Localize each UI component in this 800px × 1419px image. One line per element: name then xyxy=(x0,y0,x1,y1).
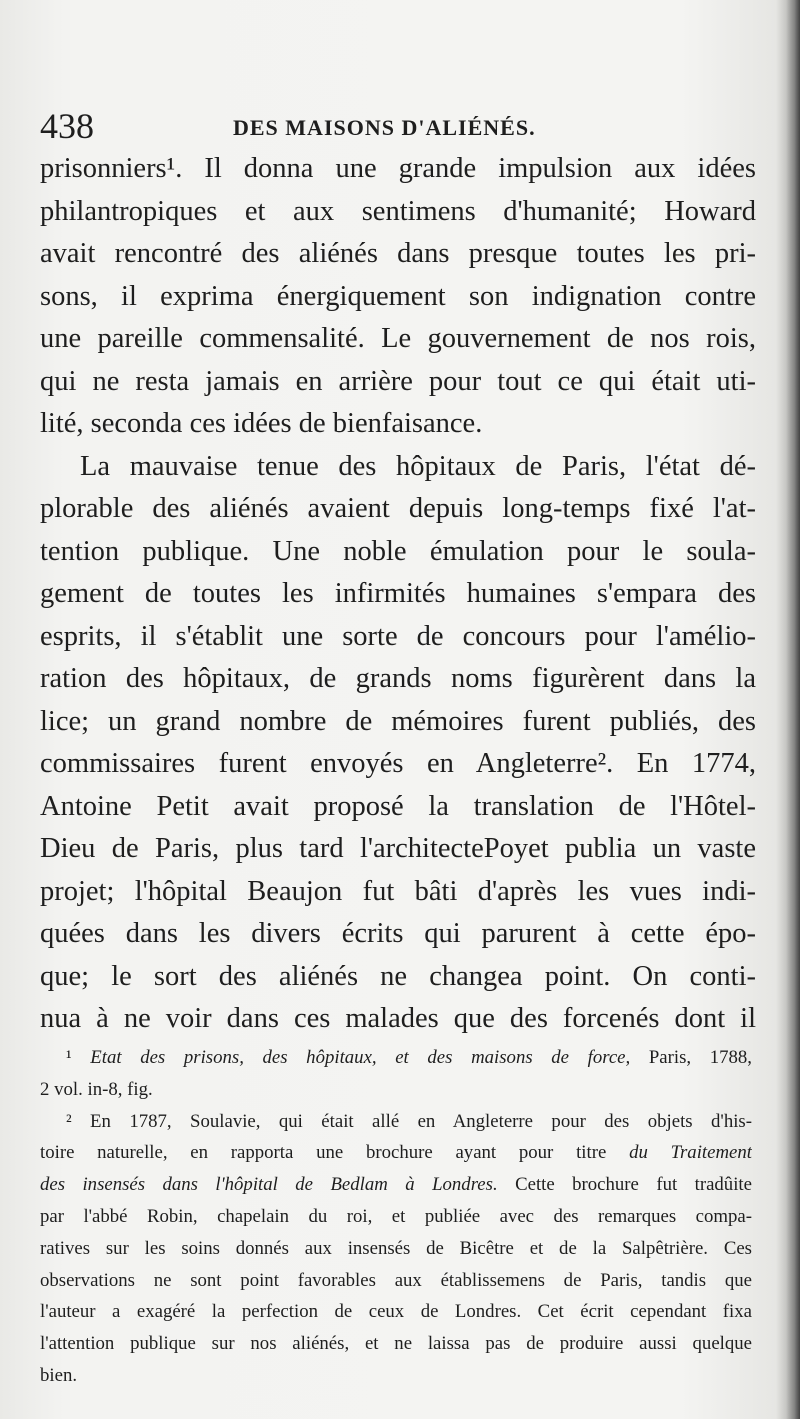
text-line: Dieu de Paris, plus tard l'architectePoyet publia un vaste xyxy=(40,833,756,864)
text-line: commissaires furent envoyés en Angleterre². En 1774, xyxy=(40,748,756,779)
footnote-2-line: l'attention publique sur nos aliénés, et ne laissa pas de produire aussi quelque xyxy=(40,1333,752,1355)
footnote-1-line xyxy=(40,1042,752,1074)
text-line: projet; l'hôpital Beaujon fut bâti d'après les vues indi- xyxy=(40,875,756,907)
text-line: une pareille commensalité. Le gouvernement de nos rois, xyxy=(40,323,756,354)
text-line: quées dans les divers écrits qui parurent à cette épo- xyxy=(40,918,756,949)
text-line: nua à ne voir dans ces malades que des forcenés dont il xyxy=(40,1003,756,1034)
text-line: prisonniers¹. Il donna une grande impulsion aux idées xyxy=(40,153,756,184)
footnote-2-line xyxy=(40,1137,752,1169)
footnote-2-line: bien. xyxy=(40,1364,78,1386)
text-line: gement de toutes les infirmités humaines s'empara des xyxy=(40,578,756,609)
text-line: plorable des aliénés avaient depuis long-temps fixé l'at- xyxy=(40,493,756,524)
text-line: qui ne resta jamais en arrière pour tout ce qui était uti- xyxy=(40,365,756,397)
page-number: 438 xyxy=(40,106,94,146)
text-line: tention publique. Une noble émulation pour le soula- xyxy=(40,535,756,567)
text-line: lice; un grand nombre de mémoires furent publiés, des xyxy=(40,705,756,737)
text-line: sons, il exprima énergiquement son indignation contre xyxy=(40,280,756,312)
text-line: La mauvaise tenue des hôpitaux de Paris, l'état dé- xyxy=(80,450,756,482)
footnotes xyxy=(40,1042,752,1392)
main-text xyxy=(40,148,756,1041)
text-line: ration des hôpitaux, de grands noms figurèrent dans la xyxy=(40,663,756,694)
footnote-1-place: Paris, 1788, xyxy=(648,1047,752,1068)
footnote-2-line: observations ne sont point favorables aux établissemens de Paris, tandis que xyxy=(40,1269,752,1291)
footnote-2-line: par l'abbé Robin, chapelain du roi, et publiée avec des remarques compa- xyxy=(40,1205,752,1227)
footnote-2-title: du Traitement xyxy=(629,1142,752,1164)
footnote-2-title: des insensés dans l'hôpital de Bedlam à Londres. xyxy=(40,1174,498,1196)
footnote-2-line: ² En 1787, Soulavie, qui était allé en Angleterre pour des objets d'his- xyxy=(66,1110,752,1132)
footnote-2-text: toire naturelle, en rapporta une brochure ayant pour titre xyxy=(40,1142,607,1164)
page-binding-shadow xyxy=(786,0,800,1419)
running-title: DES MAISONS D'ALIÉNÉS. xyxy=(233,115,536,140)
text-line: que; le sort des aliénés ne changea point. On conti- xyxy=(40,960,756,992)
footnote-1-line: 2 vol. in-8, fig. xyxy=(40,1078,153,1100)
text-line: Antoine Petit avait proposé la translation de l'Hôtel- xyxy=(40,790,756,822)
footnote-2-text: Cette brochure fut tradûite xyxy=(515,1174,752,1196)
footnote-2-line: ratives sur les soins donnés aux insensés de Bicêtre et de la Salpêtrière. Ces xyxy=(40,1237,752,1259)
text-line: avait rencontré des aliénés dans presque toutes les pri- xyxy=(40,238,756,269)
page-header xyxy=(40,104,760,148)
footnote-2-line: l'auteur a exagéré la perfection de ceux de Londres. Cet écrit cependant fixa xyxy=(40,1301,752,1323)
footnote-2-line xyxy=(40,1169,752,1201)
text-line: esprits, il s'établit une sorte de concours pour l'amélio- xyxy=(40,620,756,652)
footnote-marker: ¹ xyxy=(66,1047,72,1068)
footnote-1-title: Etat des prisons, des hôpitaux, et des maisons de force, xyxy=(90,1047,631,1068)
text-line: lité, seconda ces idées de bienfaisance. xyxy=(40,408,483,439)
text-line: philantropiques et aux sentimens d'humanité; Howard xyxy=(40,195,756,227)
